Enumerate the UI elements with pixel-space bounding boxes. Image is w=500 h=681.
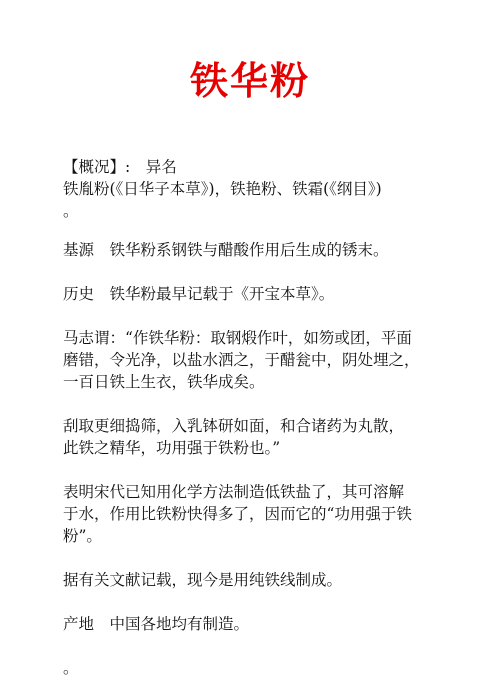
overview-heading-line: 【概况】: 异名: [63, 158, 177, 176]
quote-cont-line-2: 此铁之精华，功用强于铁粉也。”: [63, 439, 281, 457]
alias-line-end: 。: [63, 202, 79, 220]
explanation-line-2: 于水，作用比铁粉快得多了，因而它的“功用强于铁: [63, 505, 412, 523]
quote-cont-line-1: 刮取更细捣筛，入乳钵研如面，和合诸药为丸散，: [63, 417, 405, 435]
closing-mark: 。: [63, 659, 79, 677]
alias-line: 铁胤粉(《日华子本草》)，铁艳粉、铁霜(《纲目》): [63, 180, 382, 198]
explanation-line-1: 表明宋代已知用化学方法制造低铁盐了，其可溶解: [63, 483, 405, 501]
quote-line-3: 一百日铁上生衣，铁华成矣。: [63, 373, 265, 391]
source-paragraph: 基源 铁华粉系钢铁与醋酸作用后生成的锈末。: [63, 241, 389, 259]
explanation-line-3: 粉”。: [63, 527, 102, 545]
document-body: [63, 156, 431, 679]
history-paragraph: 历史 铁华粉最早记载于《开宝本草》。: [63, 285, 335, 303]
document-title: 铁华粉: [189, 58, 310, 103]
quote-line-1: 马志谓：“作铁华粉：取钢煅作叶，如笏或团，平面: [63, 329, 412, 347]
origin-paragraph: 产地 中国各地均有制造。: [63, 615, 250, 633]
modern-production-paragraph: 据有关文献记载，现今是用纯铁线制成。: [63, 571, 343, 589]
quote-line-2: 磨错，令光净，以盐水洒之，于醋瓮中，阴处埋之，: [63, 351, 420, 369]
